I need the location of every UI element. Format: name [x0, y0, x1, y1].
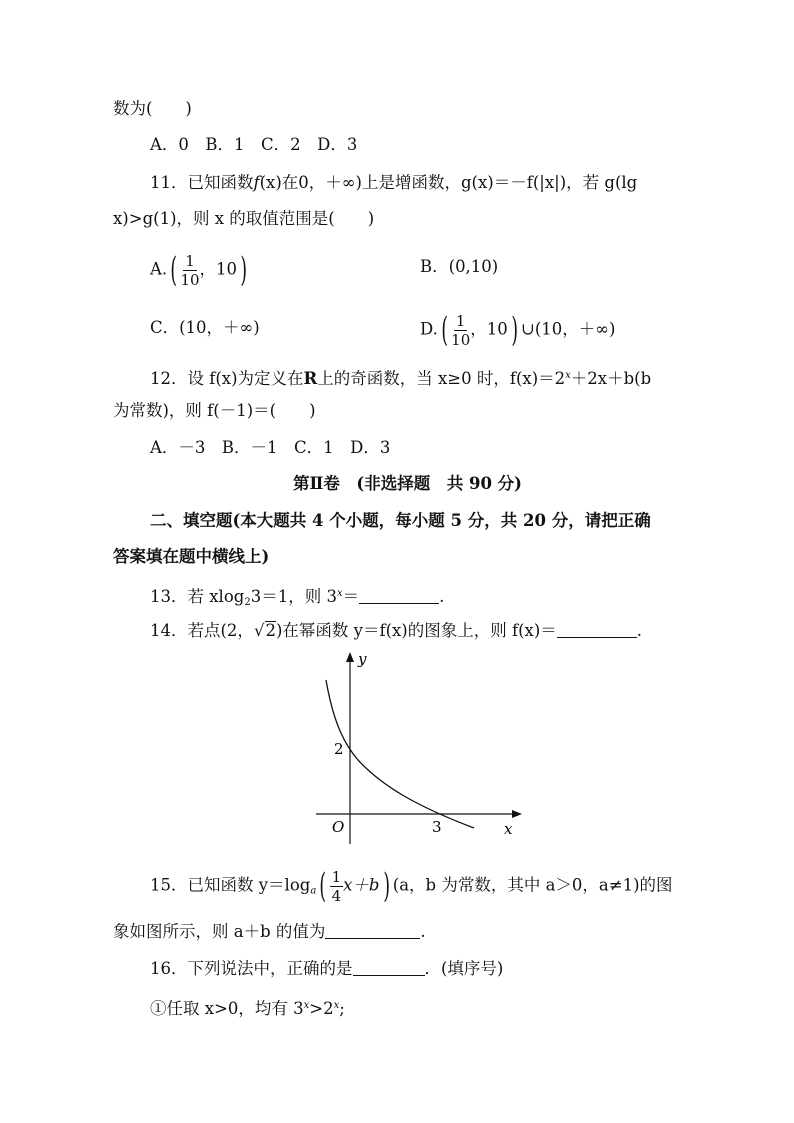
q11-option-a: A.( $\frac{1}{10}$ ，10)	[150, 250, 247, 290]
q10-options: A．0 B．1 C．2 D．3	[150, 135, 358, 154]
q12-options: A．－3 B．－1 C．1 D．3	[150, 438, 391, 457]
log-curve	[326, 680, 474, 828]
x-intercept-label: 3	[432, 818, 442, 836]
q12-line1: 12．设 f(x)为定义在R上的奇函数，当 x≥0 时，$f(x)=2^x+2x+b(b$	[150, 369, 652, 388]
q11-option-d: D.( $\frac{1}{10}$ ，10) ∪(10，＋∞)	[420, 310, 616, 350]
q12-line2: 为常数)，则 f(－1)＝( )	[113, 401, 316, 420]
y-intercept-label: 2	[334, 740, 344, 758]
q15-line1: 15．已知函数 $y=\log_a$( $\frac{1}{4}$ x＋b) (a，b 为常数，其中 a＞0，a≠1)的图	[150, 866, 673, 906]
q11-line2: x)>g(1)，则 x 的取值范围是( )	[113, 209, 375, 228]
q11-option-c: C．(10，＋∞)	[150, 318, 260, 337]
section-title: 第Ⅱ卷 (非选择题 共 90 分)	[293, 474, 522, 493]
y-axis-label: y	[358, 650, 367, 668]
section-heading-line1: 二、填空题(本大题共 4 个小题，每小题 5 分，共 20 分，请把正确	[150, 511, 651, 530]
q14-answer-blank[interactable]	[557, 621, 637, 638]
y-axis-arrow	[346, 652, 354, 662]
x-axis-label: x	[504, 820, 513, 838]
q10-tail: 数为( )	[113, 99, 192, 118]
q11-option-b: B．(0,10)	[420, 257, 499, 276]
function-graph	[312, 648, 532, 848]
origin-label: O	[332, 818, 345, 836]
q15-answer-blank[interactable]	[325, 922, 420, 939]
q16-answer-blank[interactable]	[353, 959, 425, 976]
section-heading-line2: 答案填在题中横线上)	[113, 547, 270, 566]
x-axis-arrow	[512, 810, 522, 818]
q15-line2: 象如图所示，则 a＋b 的值为 .	[113, 922, 426, 941]
q16: 16．下列说法中，正确的是 ．(填序号)	[150, 959, 504, 978]
q16-item1: ①任取 x>0，均有 $3^x>2^x$;	[150, 999, 345, 1018]
q11-line1: 11．已知函数f(x)在0，＋∞)上是增函数，g(x)＝－f(|x|)，若 g(lg	[150, 173, 638, 192]
q14: 14．若点(2，√2)在幂函数 y＝f(x)的图象上，则 f(x)＝ .	[150, 621, 643, 640]
q13: 13．若 xlog$_2$3＝1，则 $3^x=$ .	[150, 587, 445, 608]
q13-answer-blank[interactable]	[359, 587, 439, 604]
